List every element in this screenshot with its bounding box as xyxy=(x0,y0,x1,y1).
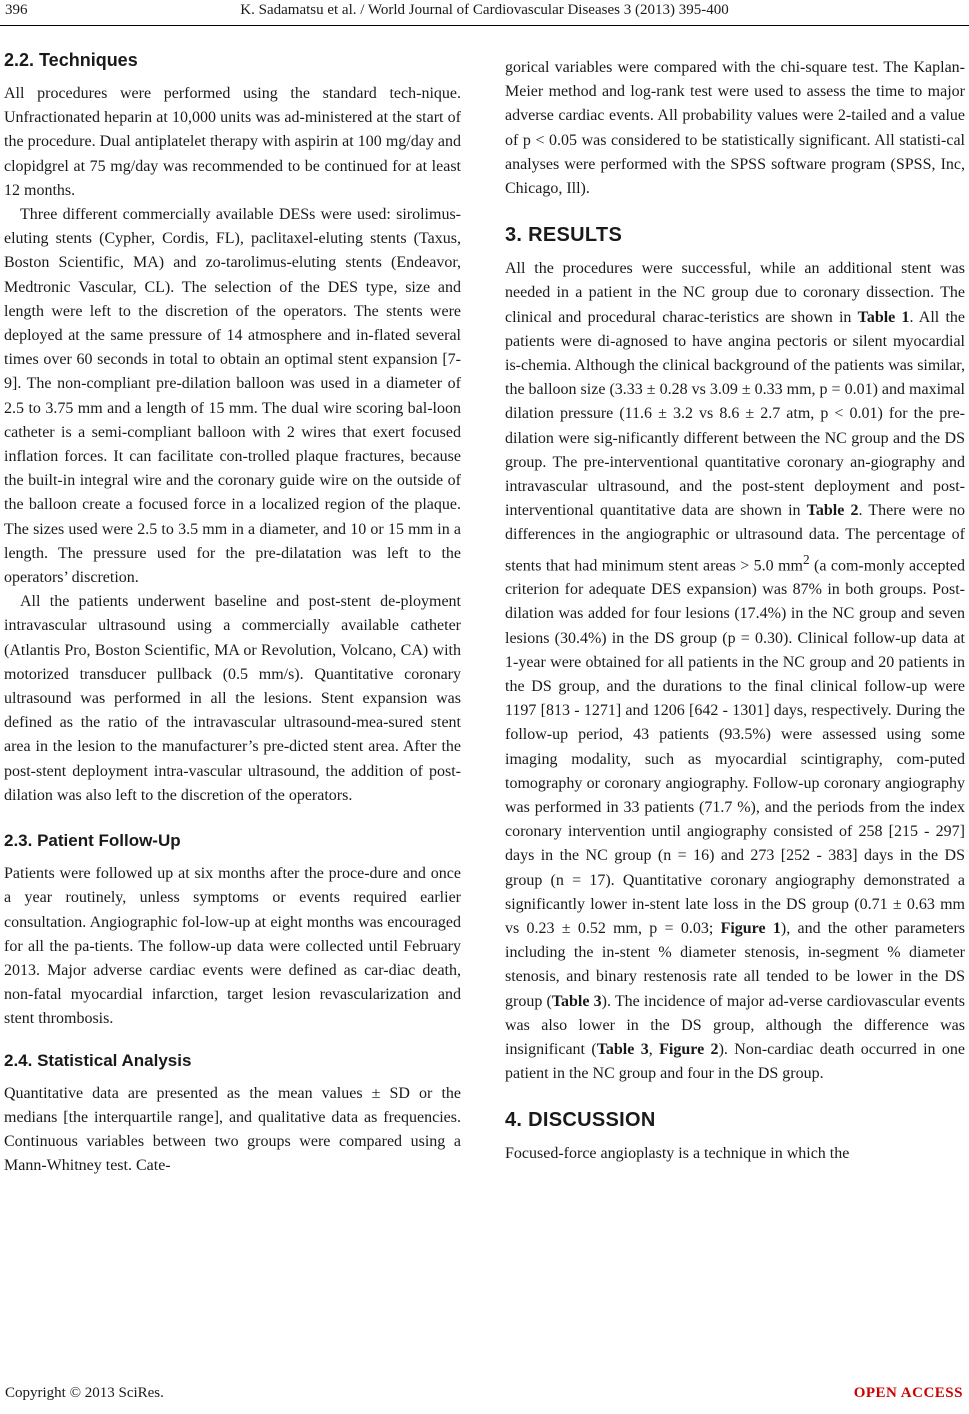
text-run: ), and the other parameters including the in-stent % diameter stenosis, in-segment % diameter stenosis, and binary restenosis rate all tended to be lower in the DS group ( xyxy=(505,920,966,1010)
text-run: ). The incidence of major ad-verse cardiovascular events was also lower in the DS group, although the difference was insignificant ( xyxy=(505,992,966,1059)
page-footer xyxy=(0,1385,969,1409)
table-2-reference[interactable]: Table 2 xyxy=(806,502,859,520)
paragraph: Focused-force angioplasty is a technique in which the xyxy=(505,1145,850,1163)
paragraph: All the patients underwent baseline and post-stent de-ployment intravascular ultrasound using a commercially available catheter (Atlantis Pro, Boston Scientific, MA or Revolution, Volcano, CA) with motorized transducer pullback (0.5 mm/s). Quantitative coronary ultrasound was performed in all the lesions. Stent expansion was defined as the ratio of the intravascular ultrasound-mea-sured stent area in the lesion to the manufacturer’s pre-dicted stent area. After the post-stent deployment intra-vascular ultrasound, the addition of post-dilation was also left to the discretion of the operators. xyxy=(4,593,461,804)
copyright-notice: Copyright © 2013 SciRes. xyxy=(5,1385,164,1401)
text-run: . All the patients were di-agnosed to have angina pectoris or silent myocardial is-chemia. Although the clinical background of the patients was similar, the balloon size (3.33 ± 0.28 vs 3.09 ± 0.33 mm, p = 0.01) and maximal dilation pressure (11.6 ± 3.2 vs 8.6 ± 2.7 atm, p < 0.01) for the pre-dilation were sig-nificantly different between the NC group and the DS group. The pre-interventional quantitative coronary an-giography and intravascular ultrasound, and the post-stent deployment and post-interventional quantitative data are shown in xyxy=(505,308,966,520)
page-number: 396 xyxy=(5,2,28,18)
figure-1-reference[interactable]: Figure 1 xyxy=(720,920,781,938)
open-access-label: OPEN ACCESS xyxy=(853,1385,963,1401)
superscript: 2 xyxy=(802,551,810,567)
section-heading-techniques: 2.2. Techniques xyxy=(4,50,138,70)
running-head-text: K. Sadamatsu et al. / World Journal of Cardiovascular Diseases 3 (2013) 395-400 xyxy=(240,2,729,18)
page-header xyxy=(0,0,969,24)
text-run: All the procedures were successful, while an additional stent was needed in a patient in the NC group due to coronary dissection. The clinical and procedural charac-teristics are shown in xyxy=(505,260,965,326)
text-run: ). Non-cardiac death occurred in one patient in the NC group and four in the DS group. xyxy=(505,1041,966,1083)
paragraph: All procedures were performed using the standard tech-nique. Unfractionated heparin at 10,000 units was ad-ministered at the start of the procedure. Dual antiplatelet therapy with aspirin at 100 mg/day and clopidgrel at 75 mg/day was recommended to be continued for at least 12 months. xyxy=(4,85,461,199)
running-head xyxy=(0,2,969,19)
section-heading-discussion: 4. DISCUSSION xyxy=(505,1109,656,1132)
paragraph: Patients were followed up at six months after the proce-dure and once a year routinely, unless symptoms or events required earlier consultation. Angiographic fol-low-up at eight months was encouraged for all the pa-tients. The follow-up data were collected until February 2013. Major adverse cardiac events were defined as car-diac death, non-fatal myocardial infarction, target lesion revascularization and stent thrombosis. xyxy=(4,865,461,1028)
table-3-reference[interactable]: Table 3 xyxy=(596,1041,649,1059)
paragraph: Quantitative data are presented as the mean values ± SD or the medians [the interquartile range], and qualitative data as frequencies. Continuous variables between two groups were compared using a Mann-Whitney test. Cate- xyxy=(4,1084,461,1175)
table-3-reference[interactable]: Table 3 xyxy=(551,992,602,1010)
figure-2-reference[interactable]: Figure 2 xyxy=(659,1041,719,1059)
text-run: , xyxy=(648,1041,660,1059)
left-column xyxy=(4,48,461,1178)
section-heading-follow-up: 2.3. Patient Follow-Up xyxy=(4,831,181,851)
section-heading-results: 3. RESULTS xyxy=(505,224,623,247)
text-run: (a com-monly accepted criterion for adequate DES expansion) was 87% in both groups. Post-dilation was added for four lesions (17.4%) in the NC group and seven lesions (30.4%) in the DS group (p = 0.30). Clinical follow-up data at 1-year were obtained for all patients in the NC group and 20 patients in the DS group, and the durations to the final clinical follow-up were 1197 [813 - 1271] and 1206 [642 - 1301] days, respectively. During the follow-up period, 43 patients (93.5%) were assessed using some imaging modality, such as myocardial scintigraphy, com-puted tomography or coronary angiography. Follow-up coronary angiography was performed in 33 patients (71.7 %), and the periods from the index coronary intervention until angiography consisted of 258 [215 - 297] days in the NC group (n = 16) and 273 [252 - 383] days in the DS group (n = 17). Quantitative coronary angiography demonstrated a significantly lower in-stent late loss in the DS group (0.71 ± 0.63 mm vs 0.23 ± 0.52 mm, p = 0.03; xyxy=(505,556,965,938)
section-heading-statistics: 2.4. Statistical Analysis xyxy=(4,1050,192,1070)
text-run: . There were no differences in the angiographic or ultrasound data. The percentage of stents that had minimum stent areas > 5.0 mm xyxy=(505,502,966,574)
header-rule xyxy=(0,25,969,26)
right-column xyxy=(505,56,965,1167)
paragraph: Three different commercially available DESs were used: sirolimus-eluting stents (Cypher, Cordis, FL), paclitaxel-eluting stents (Taxus, Boston Scientific, MA) and zo-tarolimus-eluting stents (Endeavor, Medtronic Vascular, CL). The selection of the DES type, size and length were left to the discretion of the operators. The stents were deployed at the same pressure of 14 atmosphere and in-flated several times over 60 seconds in total to obtain an optimal stent expansion [7-9]. The non-compliant pre-dilation balloon was used in a diameter of 2.5 to 3.75 mm and a length of 15 mm. The dual wire scoring bal-loon catheter is a semi-compliant balloon with 2 wires that exert focused inflation forces. It can facilitate con-trolled plaque fractures, because the built-in integral wire and the coronary guide wire on the outside of the balloon create a focused force in a localized region of the plaque. The sizes used were 2.5 to 3.5 mm in a diameter, and 10 or 15 mm in a length. The pressure used for the pre-dilatation was left to the operators’ discretion. xyxy=(4,206,461,587)
results-paragraph xyxy=(505,257,965,1086)
table-1-reference[interactable]: Table 1 xyxy=(857,308,910,326)
paragraph: gorical variables were compared with the chi-square test. The Kaplan-Meier method and log-rank test were used to assess the time to major adverse cardiac events. All probability values were 2-tailed and a value of p < 0.05 was considered to be statistically significant. All statisti-cal analyses were performed with the SPSS software program (SPSS, Inc, Chicago, Ill). xyxy=(505,59,965,198)
